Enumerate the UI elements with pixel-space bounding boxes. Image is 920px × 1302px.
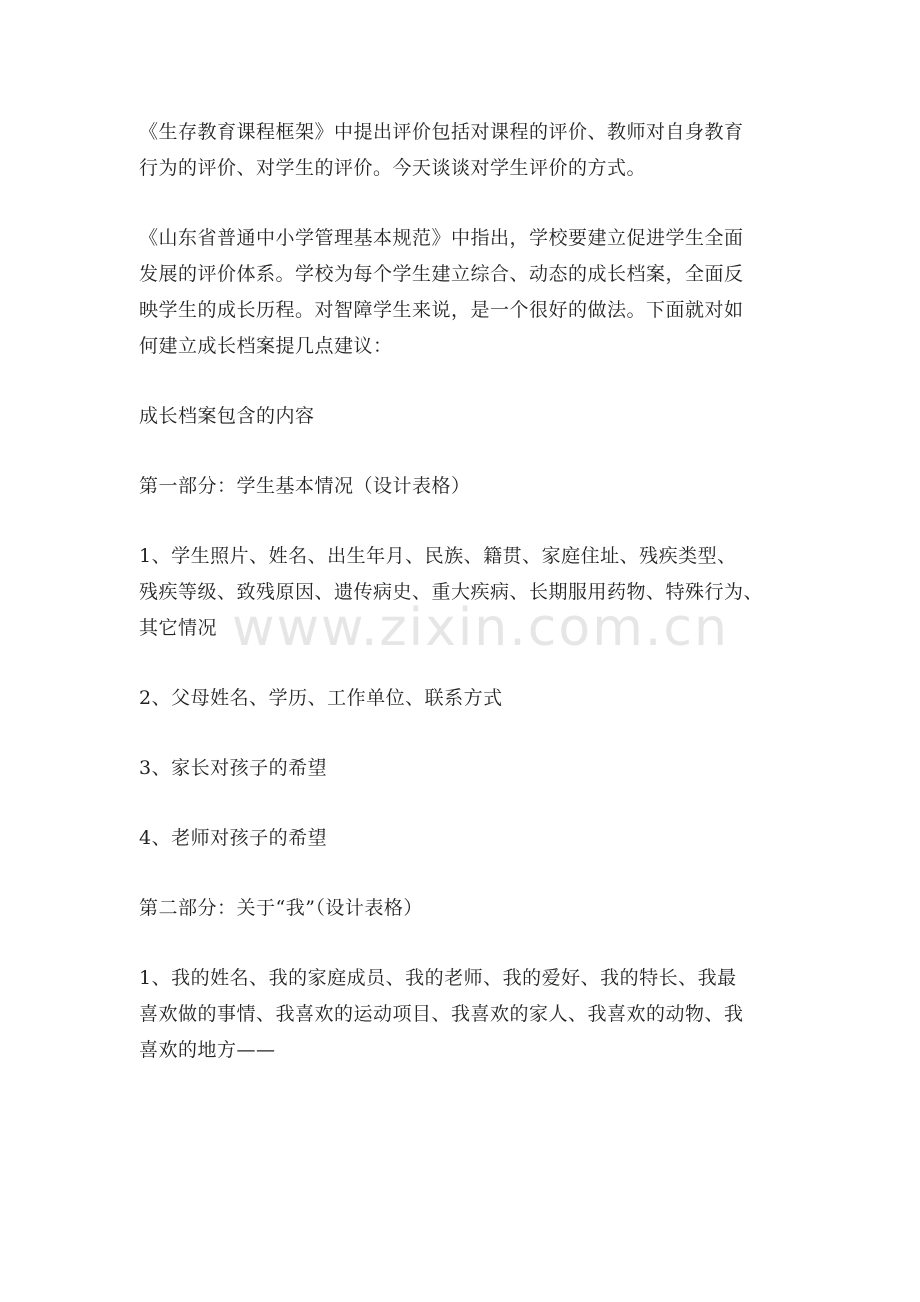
text-line: 何建立成长档案提几点建议：	[139, 335, 393, 357]
text-line: 成长档案包含的内容	[139, 405, 315, 427]
text-line: 发展的评价体系。学校为每个学生建立综合、动态的成长档案，全面反	[139, 263, 744, 285]
part-one-item-1	[139, 538, 785, 646]
part-one-item-2	[139, 680, 785, 716]
regulation-paragraph	[139, 220, 785, 364]
text-line: 《生存教育课程框架》中提出评价包括对课程的评价、教师对自身教育	[139, 121, 744, 143]
text-line: 3、家长对孩子的希望	[139, 757, 328, 779]
document-body	[139, 114, 785, 1102]
text-line: 喜欢做的事情、我喜欢的运动项目、我喜欢的家人、我喜欢的动物、我	[139, 1003, 744, 1025]
text-line: 第二部分：关于“我”（设计表格）	[139, 897, 423, 919]
text-line: 行为的评价、对学生的评价。今天谈谈对学生评价的方式。	[139, 157, 647, 179]
part-two-item-1	[139, 960, 785, 1068]
part-one-item-4	[139, 820, 785, 856]
text-line: 2、父母姓名、学历、工作单位、联系方式	[139, 687, 503, 709]
part-one-item-3	[139, 750, 785, 786]
intro-paragraph	[139, 114, 785, 186]
text-line: 其它情况	[139, 617, 218, 639]
text-line: 第一部分：学生基本情况（设计表格）	[139, 475, 471, 497]
part-one-heading	[139, 468, 785, 504]
section-heading	[139, 398, 785, 434]
text-line: 1、学生照片、姓名、出生年月、民族、籍贯、家庭住址、残疾类型、	[139, 545, 737, 567]
text-line: 《山东省普通中小学管理基本规范》中指出，学校要建立促进学生全面	[139, 227, 744, 249]
text-line: 残疾等级、致残原因、遗传病史、重大疾病、长期服用药物、特殊行为、	[139, 581, 764, 603]
text-line: 映学生的成长历程。对智障学生来说，是一个很好的做法。下面就对如	[139, 299, 744, 321]
text-line: 4、老师对孩子的希望	[139, 827, 328, 849]
text-line: 喜欢的地方——	[139, 1039, 276, 1061]
text-line: 1、我的姓名、我的家庭成员、我的老师、我的爱好、我的特长、我最	[139, 967, 737, 989]
watermark: www.zixin.com.cn	[232, 598, 729, 658]
part-two-heading	[139, 890, 785, 926]
